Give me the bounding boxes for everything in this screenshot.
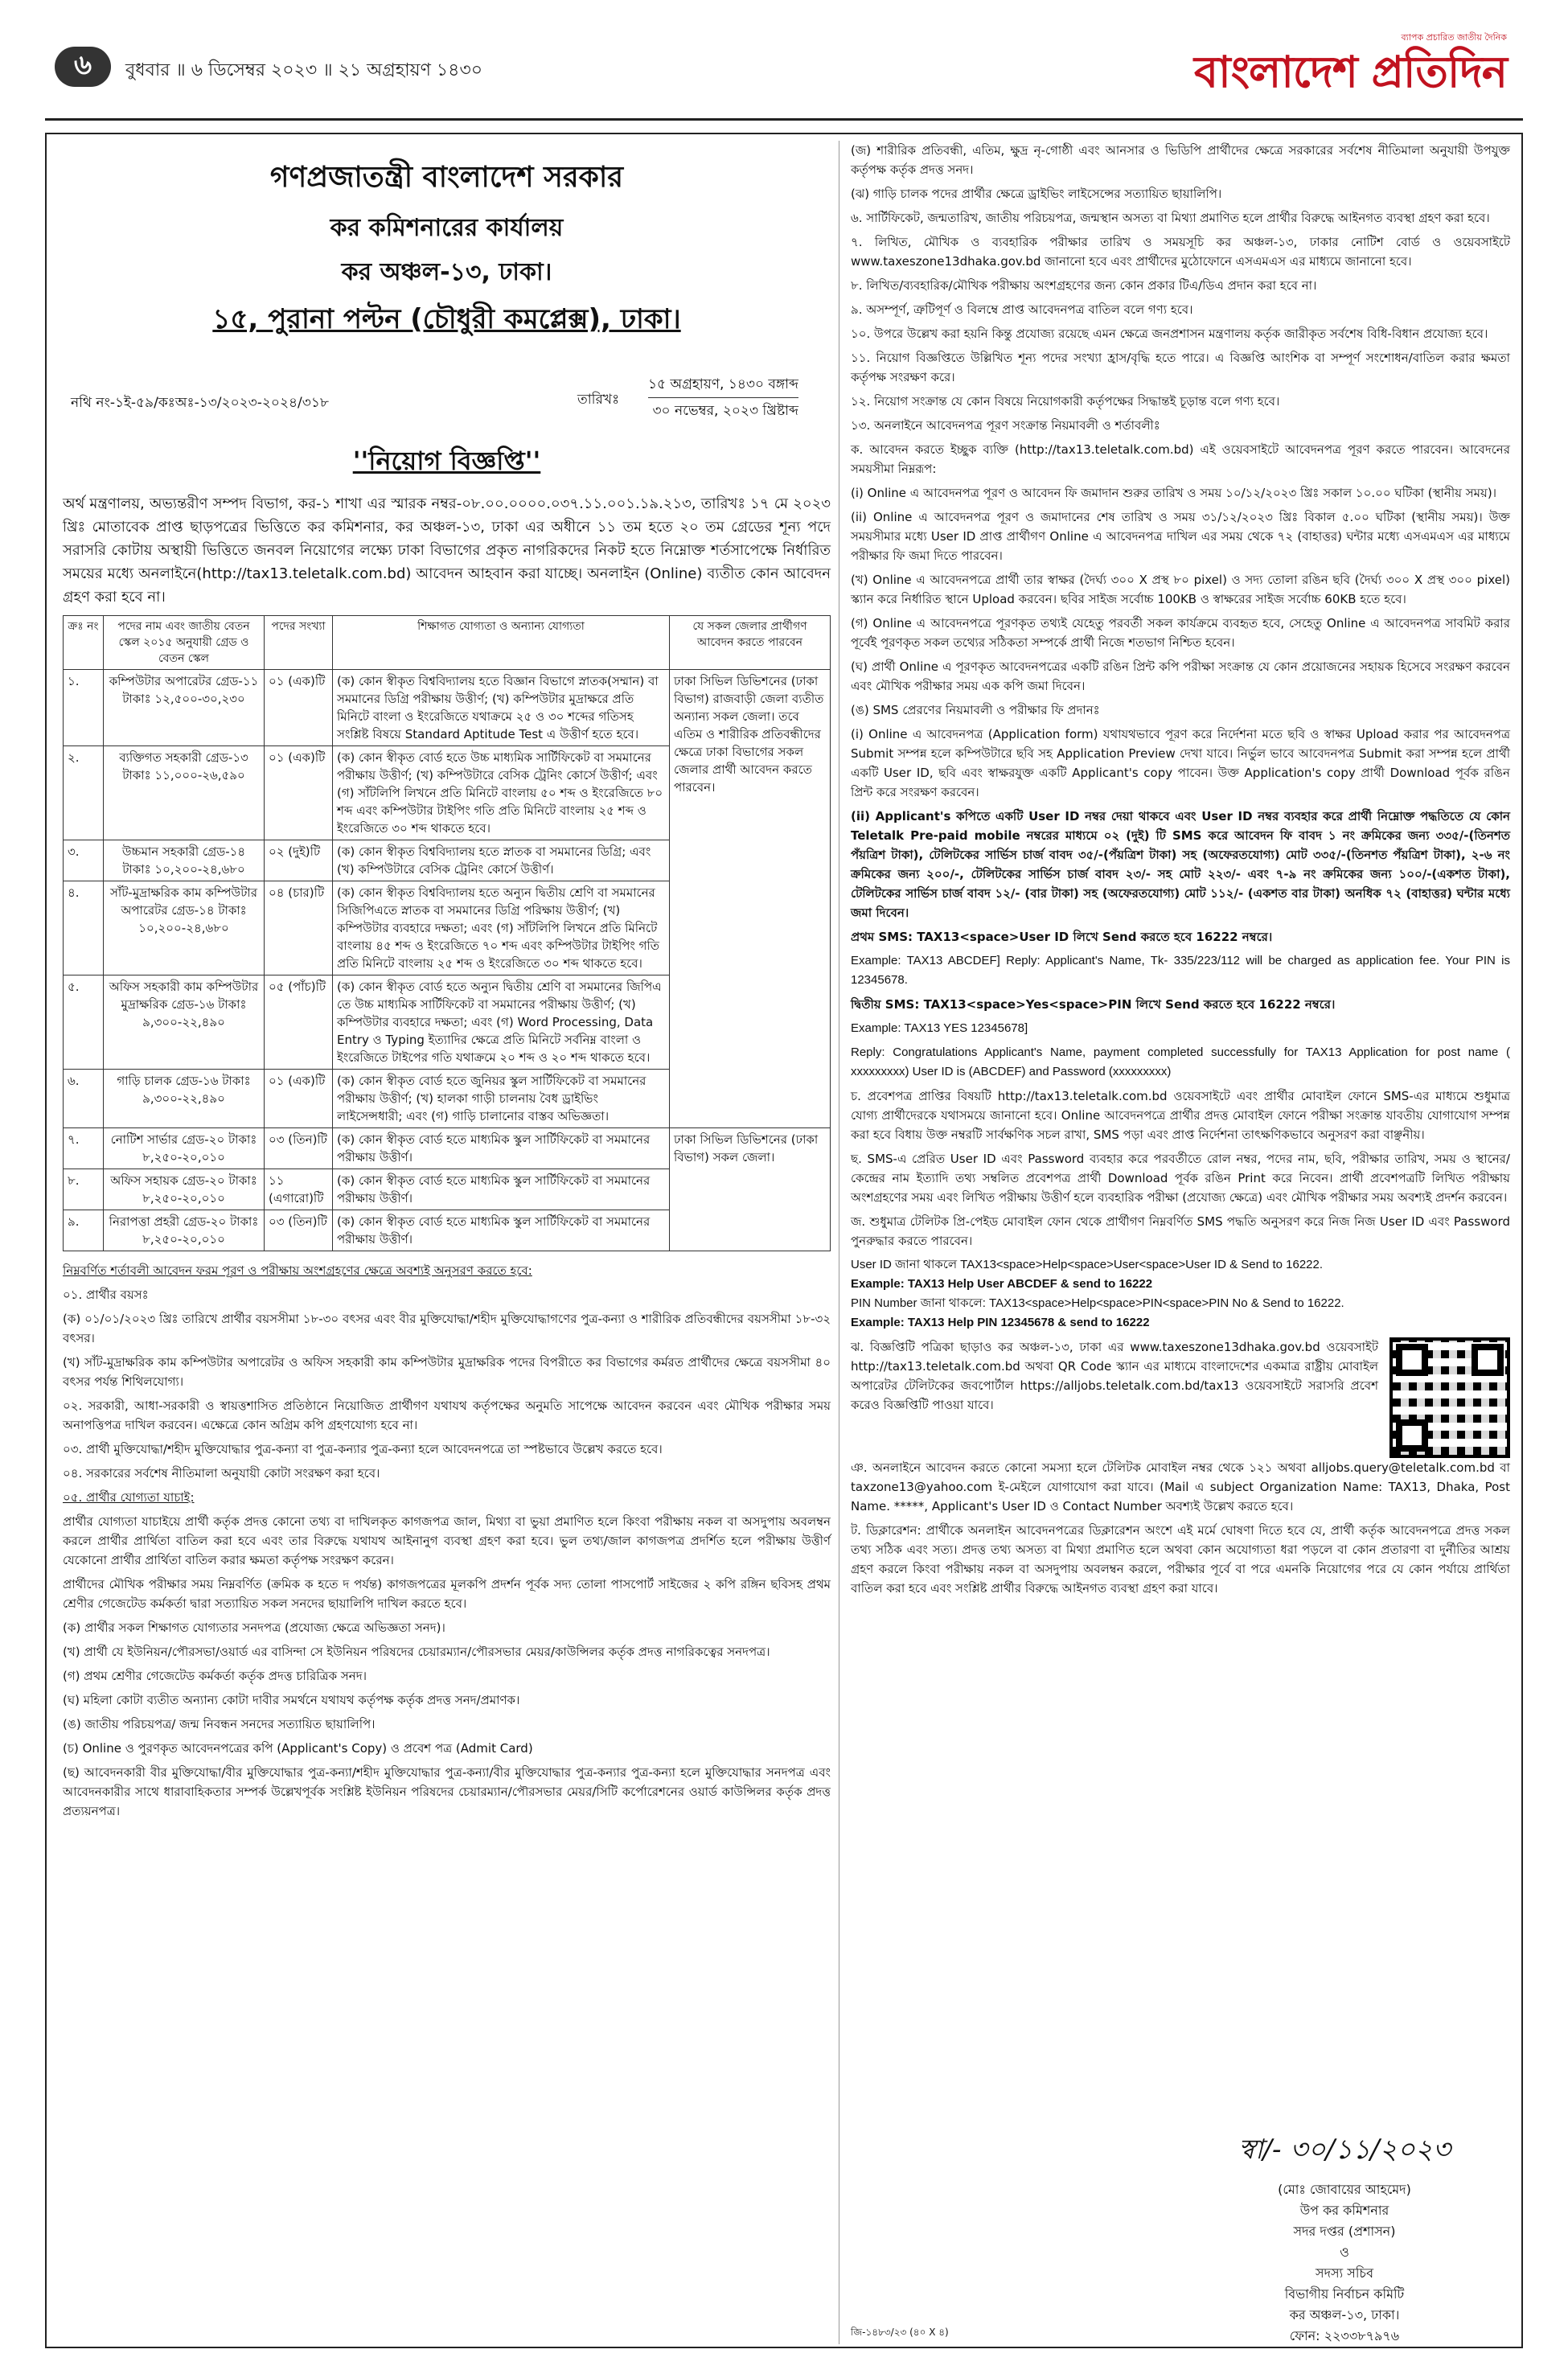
col-post: পদের নাম এবং জাতীয় বেতন স্কেল ২০১৫ অনুযায়ী গ্রেড ও বেতন স্কেল (104, 616, 265, 670)
condition-item: ১৩. অনলাইনে আবেদনপত্র পূরণ সংক্রান্ত নিয়মাবলী ও শর্তাবলীঃ (851, 418, 1160, 433)
col-serial: ক্রঃ নং (64, 616, 104, 670)
signatory-name: (মোঃ জোবায়ের আহমেদ) (1278, 2182, 1411, 2197)
cell-count: ০১ (এক)টি (265, 1070, 333, 1128)
condition-item: ০৩. প্রার্থী মুক্তিযোদ্ধা/শহীদ মুক্তিযোদ্ধার পুত্র-কন্যা বা পুত্র-কন্যার পুত্র-কন্যা হলে আবেদনপত্রে তা স্পষ্টভাবে উল্লেখ করতে হবে। (63, 1442, 663, 1456)
cell-serial: ৩. (64, 840, 104, 881)
recovery-line: Example: TAX13 Help User ABCDEF & send to 16222 (851, 1277, 1153, 1291)
recovery-line: User ID জানা থাকলে TAX13<space>Help<space>User<space>User ID & Send to 16222. (851, 1258, 1324, 1271)
condition-item: ৯. অসম্পূর্ণ, ত্রুটিপূর্ণ ও বিলম্বে প্রাপ্ত আবেদনপত্র বাতিল বলে গণ্য হবে। (851, 302, 1193, 317)
sms-example-1: Example: TAX13 ABCDEF] Reply: Applicant's Name, Tk- 335/223/112 will be charged as application fee. Your PIN is 12345678. (851, 954, 1510, 987)
conditions-heading: নিম্নবর্ণিত শর্তাবলী আবেদন ফরম পূরণ ও পরীক্ষায় অংশগ্রহণের ক্ষেত্রে অবশ্যই অনুসরণ করতে হবে: (63, 1263, 532, 1278)
cell-count: ০৪ (চার)টি (265, 881, 333, 975)
cell-count: ০৫ (পাঁচ)টি (265, 975, 333, 1070)
cell-post: নিরাপত্তা প্রহরী গ্রেড-২০ টাকাঃ ৮,২৫০-২০,০১০ (104, 1210, 265, 1251)
cell-qualification: (ক) কোন স্বীকৃত বোর্ড হতে মাধ্যমিক স্কুল সার্টিফিকেট বা সমমানের পরীক্ষায় উত্তীর্ণ। (333, 1128, 670, 1169)
cell-qualification: (ক) কোন স্বীকৃত বোর্ড হতে মাধ্যমিক স্কুল সার্টিফিকেট বা সমমানের পরীক্ষায় উত্তীর্ণ। (333, 1210, 670, 1251)
qr-text: ঝ. বিজ্ঞপ্তিটি পত্রিকা ছাড়াও কর অঞ্চল-১৩, ঢাকা এর www.taxeszone13dhaka.gov.bd ওয়েবসাইট http://tax13.teletalk.com.bd অথবা QR Code স্ক্যান এর মাধ্যমে বাংলাদেশের একমাত্র রাষ্ট্রীয় মোবাইল অপারেটর টেলিটকের জবপোর্টাল https://alljobs.teletalk.com.bd/tax13 ওয়েবসাইটে সরাসরি প্রবেশ করেও বিজ্ঞপ্তিটি পাওয়া যাবে। (851, 1340, 1378, 1412)
table-row (64, 1128, 831, 1169)
issue-date: বুধবার ॥ ৬ ডিসেম্বর ২০২৩ ॥ ২১ অগ্রহায়ণ ১৪৩০ (125, 60, 483, 80)
condition-item: (খ) Online এ আবেদনপত্রে প্রার্থী তার স্বাক্ষর (দৈর্ঘ্য ৩০০ X প্রস্থ ৮০ pixel) ও সদ্য তোলা রঙিন ছবি (দৈর্ঘ্য ৩০০ X প্রস্থ ৩০০ pixel) স্ক্যান করে নির্ধারিত স্থানে Upload করবেন। ছবির সাইজ সর্বোচ্চ 100KB ও স্বাক্ষরের সাইজ সর্বোচ্চ 60KB হতে হবে। (851, 573, 1510, 606)
table-row (64, 670, 831, 746)
condition-item: ৮. লিখিত/ব্যবহারিক/মৌখিক পরীক্ষায় অংশগ্রহণের জন্য কোন প্রকার টিএ/ডিএ প্রদান করা হবে না। (851, 278, 1317, 293)
condition-item: ০২. সরকারী, আধা-সরকারী ও স্বায়ত্তশাসিত প্রতিষ্ঠানে নিয়োজিত প্রার্থীগণ যথাযথ কর্তৃপক্ষের অনুমতি সাপেক্ষে আবেদন করবেন এবং মৌখিক পরীক্ষার সময় অনাপত্তিপত্র দাখিল করবেন। এক্ষেত্রে কোন অগ্রিম কপি গ্রহণযোগ্য হবে না। (63, 1399, 831, 1432)
cell-count: ০১ (এক)টি (265, 746, 333, 840)
condition-item: ০৫. প্রার্থীর যোগ্যতা যাচাই: (63, 1490, 195, 1505)
cell-serial: ৬. (64, 1070, 104, 1128)
cell-serial: ৭. (64, 1128, 104, 1169)
condition-item: ট. ডিক্লারেশন: প্রার্থীকে অনলাইন আবেদনপত্রের ডিক্লারেশন অংশে এই মর্মে ঘোষণা দিতে হবে যে, প্রার্থী কর্তৃক আবেদনপত্রে প্রদত্ত সকল তথ্য সঠিক এবং সত্য। প্রদত্ত তথ্য অসত্য বা মিথ্যা প্রমাণিত হলে অথবা কোন অযোগ্যতা ধরা পড়লে বা কোন প্রতারণা বা দুর্নীতির আশ্রয় গ্রহণ করলে কিংবা পরীক্ষায় নকল বা অসদুপায় অবলম্বন করলে, পরীক্ষার পূর্বে বা পরে এমনকি নিয়োগের পরে যে কোন পর্যায়ে প্রার্থিতা বাতিল করা হবে এবং সংশ্লিষ্ট প্রার্থীর বিরুদ্ধে আইনগত ব্যবস্থা গ্রহণ করা যাবে। (851, 1523, 1510, 1596)
cell-serial: ৪. (64, 881, 104, 975)
cell-district: ঢাকা সিভিল ডিভিশনের (ঢাকা বিভাগ) রাজবাড়ী জেলা ব্যতীত অন্যান্য সকল জেলা। তবে এতিম ও শারীরিক প্রতিবন্ধীদের ক্ষেত্রে ঢাকা বিভাগের সকল জেলার প্রার্থী আবেদন করতে পারবেন। (670, 670, 831, 1128)
vacancy-table (63, 615, 831, 1251)
signatory-title: বিভাগীয় নির্বাচন কমিটি (1284, 2286, 1405, 2302)
date-block (648, 372, 798, 424)
cell-count: ১১ (এগারো)টি (265, 1169, 333, 1210)
condition-item: (গ) Online এ আবেদনপত্রে পূরণকৃত তথ্যই যেহেতু পরবর্তী সকল কার্যক্রমে ব্যবহৃত হবে, সেহেতু Online এ আবেদনপত্র সাবমিট করার পূর্বেই পূরণকৃত সকল তথ্যের সঠিকতা সম্পর্কে প্রার্থী নিজে শতভাগ নিশ্চিত হবেন। (851, 616, 1510, 650)
cell-post: অফিস সহকারী কাম কম্পিউটার মুদ্রাক্ষরিক গ্রেড-১৬ টাকাঃ ৯,৩০০-২২,৪৯০ (104, 975, 265, 1070)
sms-reply: Reply: Congratulations Applicant's Name, payment completed successfully for TAX13 Application for post name ( xxxxxxxxx) User ID is (ABCDEF) and Password (xxxxxxxxx) (851, 1045, 1510, 1078)
reference-row (63, 372, 831, 429)
cell-post: উচ্চমান সহকারী গ্রেড-১৪ টাকাঃ ১০,২০০-২৪,৬৮০ (104, 840, 265, 881)
masthead-logo: বাংলাদেশ প্রতিদিন (1194, 47, 1507, 97)
date-english: ৩০ নভেম্বর, ২০২৩ খ্রিষ্টাব্দ (652, 403, 798, 419)
signatory-phone: ফোন: ২২৩৩৮৭৯৭৬ (1289, 2328, 1400, 2343)
signature: স্বা/- ৩০/১১/২০২৩ (1238, 2134, 1451, 2166)
qr-block (851, 1337, 1510, 1458)
cell-post: গাড়ি চালক গ্রেড-১৬ টাকাঃ ৯,৩০০-২২,৪৯০ (104, 1070, 265, 1128)
sms-example-2: Example: TAX13 YES 12345678] (851, 1021, 1028, 1035)
cell-post: অফিস সহায়ক গ্রেড-২০ টাকাঃ ৮,২৫০-২০,০১০ (104, 1169, 265, 1210)
sms-second: দ্বিতীয় SMS: TAX13<space>Yes<space>PIN লিখে Send করতে হবে 16222 নম্বরে। (851, 997, 1336, 1012)
qr-code-icon[interactable] (1389, 1337, 1510, 1458)
signatory-title: কর অঞ্চল-১৩, ঢাকা। (1289, 2307, 1400, 2323)
condition-item: (i) Online এ আবেদনপত্র (Application form) যথাযথভাবে পূরণ করে নির্দেশনা মতে ছবি ও স্বাক্ষর Upload করার পর আবেদনপত্র Submit সম্পন্ন হলে কম্পিউটারে ছবি সহ Application Preview দেখা যাবে। নির্ভুল ভাবে আবেদনপত্র Submit করা সম্পন্ন হলে প্রার্থী একটি User ID, ছবি এবং স্বাক্ষরযুক্ত একটি Applicant's copy পাবেন। উক্ত Application's copy প্রার্থী Download পূর্বক রঙিন প্রিন্ট করে সংরক্ষণ করবেন। (851, 727, 1510, 799)
recovery-line: Example: TAX13 Help PIN 12345678 & send to 16222 (851, 1316, 1150, 1329)
condition-item: (ক) প্রার্থীর সকল শিক্ষাগত যোগ্যতার সনদপত্র (প্রযোজ্য ক্ষেত্রে অভিজ্ঞতা সনদ)। (63, 1620, 445, 1635)
condition-item: (খ) সাঁট-মুদ্রাক্ষরিক কাম কম্পিউটার অপারেটর ও অফিস সহকারী কাম কম্পিউটার মুদ্রাক্ষরিক পদের বিপরীতে কর বিভাগের কর্মরত প্রার্থীদের ক্ষেত্রে বয়সসীমা ৪০ বৎসর পর্যন্ত শিথিলযোগ্য। (63, 1355, 831, 1389)
condition-item: (ছ) আবেদনকারী বীর মুক্তিযোদ্ধা/বীর মুক্তিযোদ্ধার পুত্র-কন্যা/শহীদ মুক্তিযোদ্ধার পুত্র-কন্যা/বীর মুক্তিযোদ্ধার পুত্র-কন্যার পুত্র-কন্যা হলে মুক্তিযোদ্ধার সনদপত্র এবং আবেদনকারীর সাথে ধারাবাহিকতার সম্পর্ক উল্লেখপূর্বক সংশ্লিষ্ট ইউনিয়ন পরিষদের চেয়ারম্যান/পৌরসভার মেয়র/সিটি কর্পোরেশনের ওয়ার্ড কাউন্সিলর কর্তৃক প্রদত্ত প্রত্যয়নপত্র। (63, 1765, 831, 1818)
table-header-row (64, 616, 831, 670)
govt-title: গণপ্রজাতন্ত্রী বাংলাদেশ সরকার (269, 161, 624, 194)
cell-serial: ৯. (64, 1210, 104, 1251)
condition-item: (i) Online এ আবেদনপত্র পূরণ ও আবেদন ফি জমাদান শুরুর তারিখ ও সময় ১০/১২/২০২৩ খ্রিঃ সকাল ১০.০০ ঘটিকা (স্থানীয় সময়)। (851, 486, 1497, 500)
condition-item: ৭. লিখিত, মৌখিক ও ব্যবহারিক পরীক্ষার তারিখ ও সময়সূচি কর অঞ্চল-১৩, ঢাকার নোটিশ বোর্ড ও ওয়েবসাইটে www.taxeszone13dhaka.gov.bd জানানো হবে এবং প্রার্থীদের মুঠোফোনে এসএমএস এর মাধ্যমে জানানো হবে। (851, 235, 1510, 269)
right-column (851, 141, 1510, 1603)
signatory-title: ও (1340, 2245, 1349, 2260)
zone-title: কর অঞ্চল-১৩, ঢাকা। (341, 258, 552, 286)
recruitment-advertisement (45, 133, 1523, 2348)
cell-district: ঢাকা সিভিল ডিভিশনের (ঢাকা বিভাগ) সকল জেলা। (670, 1128, 831, 1251)
condition-item: (ii) Applicant's কপিতে একটি User ID নম্বর দেয়া থাকবে এবং User ID নম্বর ব্যবহার করে প্রার্থী নিম্নোক্ত পদ্ধতিতে যে কোন Teletalk Pre-paid mobile নম্বরের মাধ্যমে ০২ (দুই) টি SMS করে আবেদন ফি বাবদ ১ নং ক্রমিকের জন্য ৩৩৫/-(তিনশত পঁয়ত্রিশ টাকা), টেলিটকের সার্ভিস চার্জ বাবদ ৩৫/-(পঁয়ত্রিশ টাকা) সহ (অফেরতযোগ্য) মোট ৩৩৫/-(তিনশত পঁয়ত্রিশ টাকা), ২-৬ নং ক্রমিকের জন্য ২০০/-, টেলিটকের সার্ভিস চার্জ বাবদ ২৩/- সহ মোট ২২৩/- এবং ৭-৯ নং ক্রমিকের জন্য ১০০/-(একশত টাকা), টেলিটকের সার্ভিস চার্জ বাবদ ১২/- (বার টাকা) সহ (অফেরতযোগ্য) মোট ১১২/- (একশত বার টাকা) অনধিক ৭২ (বাহাত্তর) ঘন্টার মধ্যে জমা দিবেন। (851, 809, 1510, 920)
office-address: ১৫, পুরানা পল্টন (চৌধুরী কমপ্লেক্স), ঢাকা। (212, 303, 681, 335)
condition-item: (ঙ) SMS প্রেরণের নিয়মাবলী ও পরীক্ষার ফি প্রদানঃ (851, 703, 1100, 717)
cell-serial: ২. (64, 746, 104, 840)
condition-item: ১২. নিয়োগ সংক্রান্ত যে কোন বিষয়ে নিয়োগকারী কর্তৃপক্ষের সিদ্ধান্তই চূড়ান্ত বলে গণ্য হবে। (851, 394, 1280, 409)
left-column (63, 141, 831, 1826)
cell-qualification: (ক) কোন স্বীকৃত বোর্ড হতে জুনিয়র স্কুল সার্টিফিকেট বা সমমানের পরীক্ষায় উত্তীর্ণ; (খ) হালকা গাড়ী চালনায় বৈধ ড্রাইভিং লাইসেন্সধারী; এবং (গ) গাড়ি চালানোর বাস্তব অভিজ্ঞতা। (333, 1070, 670, 1128)
cell-qualification: (ক) কোন স্বীকৃত বিশ্ববিদ্যালয় হতে অন্যুন দ্বিতীয় শ্রেণি বা সমমানের সিজিপিএতে স্নাতক বা সমমানের ডিগ্রি পরিক্ষায় উত্তীর্ণ; (খ) কম্পিউটার ব্যবহারে দক্ষতা; এবং (গ) সাঁটলিপি লিখনে প্রতি মিনিটে বাংলায় ৪৫ শব্দ ও ইংরেজিতে ৭০ শব্দ এবং কম্পিউটার টাইপিং গতি প্রতি মিনিটে বাংলায় ২৫ শব্দ ও ইংরেজিতে ৩০ শব্দ থাকতে হবে। (333, 881, 670, 975)
condition-item: ১০. উপরে উল্লেখ করা হয়নি কিন্তু প্রযোজ্য রয়েছে এমন ক্ষেত্রে জনপ্রশাসন মন্ত্রণালয় কর্তৃক জারীকৃত সর্বশেষ বিধি-বিধান প্রযোজ্য হবে। (851, 327, 1488, 341)
cell-count: ০১ (এক)টি (265, 670, 333, 746)
condition-item: ৬. সার্টিফিকেট, জন্মতারিখ, জাতীয় পরিচয়পত্র, জন্মস্থান অসত্য বা মিথ্যা প্রমাণিত হলে প্রার্থীর বিরুদ্ধে আইনগত ব্যবস্থা গ্রহণ করা হবে। (851, 211, 1490, 225)
cell-post: নোটিশ সার্ভার গ্রেড-২০ টাকাঃ ৮,২৫০-২০,০১০ (104, 1128, 265, 1169)
notice-title: ''নিয়োগ বিজ্ঞপ্তি'' (352, 446, 541, 476)
date-label: তারিখঃ (577, 392, 620, 408)
cell-post: ব্যক্তিগত সহকারী গ্রেড-১৩ টাকাঃ ১১,০০০-২৬,৫৯০ (104, 746, 265, 840)
cell-qualification: (ক) কোন স্বীকৃত বোর্ড হতে মাধ্যমিক স্কুল সার্টিফিকেট বা সমমানের পরীক্ষায় উত্তীর্ণ। (333, 1169, 670, 1210)
cell-post: সাঁট-মুদ্রাক্ষরিক কাম কম্পিউটার অপারেটর গ্রেড-১৪ টাকাঃ ১০,২০০-২৪,৬৮০ (104, 881, 265, 975)
footer-code: জি-১৪৮৩/২৩ (৪০ X ৪) (851, 2327, 949, 2338)
sms-first: প্রথম SMS: TAX13<space>User ID লিখে Send করতে হবে 16222 নম্বরে। (851, 930, 1273, 944)
cell-qualification: (ক) কোন স্বীকৃত বোর্ড হতে অন্যুন দ্বিতীয় শ্রেণি বা সমমানের জিপিএ তে উচ্চ মাধ্যমিক সার্টিফিকেট বা সমমানের পরীক্ষায় উত্তীর্ণ; (খ) কম্পিউটার ব্যবহারে দক্ষতা; এবং (গ) Word Processing, Data Entry ও Typing ইত্যাদির ক্ষেত্রে প্রতি মিনিটে সর্বনিম্ন বাংলা ও ইংরেজিতে টাইপের গতি যথাক্রমে ২০ শব্দ ও ২০ শব্দ থাকতে হবে। (333, 975, 670, 1070)
page-number: ৬ (55, 47, 111, 87)
newspaper-header (45, 24, 1523, 121)
condition-item: চ. প্রবেশপত্র প্রাপ্তির বিষয়টি http://tax13.teletalk.com.bd ওয়েবসাইটে এবং প্রার্থীর মোবাইল ফোনে SMS-এর মাধ্যমে শুধুমাত্র যোগ্য প্রার্থীদেরকে যথাসময়ে জানানো হবে। Online আবেদনপত্রে প্রার্থীর প্রদত্ত মোবাইল ফোনে পরীক্ষা সংক্রান্ত যাবতীয় যোগাযোগ সম্পন্ন করা হবে বিধায় উক্ত নম্বরটি সার্বক্ষণিক সচল রাখা, SMS পড়া এবং প্রাপ্ত নির্দেশনা তাৎক্ষণিকভাবে অনুসরণ করা বাঞ্ছনীয়। (851, 1089, 1510, 1142)
intro-paragraph: অর্থ মন্ত্রণালয়, অভ্যন্তরীণ সম্পদ বিভাগ, কর-১ শাখা এর স্মারক নম্বর-০৮.০০.০০০০.০৩৭.১১.০০১.১৯.২১৩, তারিখঃ ১৭ মে ২০২৩ খ্রিঃ মোতাবেক প্রাপ্ত ছাড়পত্রের ভিত্তিতে কর কমিশনার, কর অঞ্চল-১৩, ঢাকা এর অধীনে ১১ তম হতে ২০ তম গ্রেডের শূন্য পদে সরাসরি কোটায় অস্থায়ী ভিত্তিতে জনবল নিয়োগের লক্ষ্যে ঢাকা বিভাগের প্রকৃত নাগরিকদের নিকট হতে নিম্নোক্ত শর্তসাপেক্ষে নির্ধারিত সময়ের মধ্যে অনলাইনে(http://tax13.teletalk.com.bd) আবেদন আহবান করা যাচ্ছে। অনলাইন (Online) ব্যতীত কোন আবেদন গ্রহণ করা হবে না। (63, 495, 831, 606)
signatory-title: সদস্য সচিব (1316, 2265, 1373, 2281)
condition-item: (খ) প্রার্থী যে ইউনিয়ন/পৌরসভা/ওয়ার্ড এর বাসিন্দা সে ইউনিয়ন পরিষদের চেয়ারম্যান/পৌরসভার মেয়র/কাউন্সিলর কর্তৃক প্রদত্ত নাগরিকত্বের সনদপত্র। (63, 1645, 770, 1659)
office-title: কর কমিশনারের কার্যালয় (330, 214, 564, 242)
cell-serial: ৮. (64, 1169, 104, 1210)
condition-item: (চ) Online ও পুরণকৃত আবেদনপত্রের কপি (Applicant's Copy) ও প্রবেশ পত্র (Admit Card) (63, 1741, 533, 1756)
conditions-list (63, 1285, 831, 1821)
condition-item: জ. শুধুমাত্র টেলিটক প্রি-পেইড মোবাইল ফোন থেকে প্রার্থীগণ নিম্নবর্ণিত SMS পদ্ধতি অনুসরণ করে নিজ নিজ User ID এবং Password পুনরুদ্ধার করতে পারবেন। (851, 1214, 1510, 1248)
signatory-title: সদর দপ্তর (প্রশাসন) (1293, 2224, 1396, 2239)
condition-item: ১১. নিয়োগ বিজ্ঞপ্তিতে উল্লিখিত শূন্য পদের সংখ্যা হ্রাস/বৃদ্ধি হতে পারে। এ বিজ্ঞপ্তি আংশিক বা সম্পূর্ণ সংশোধন/বাতিল করার ক্ষমতা কর্তৃপক্ষ সংরক্ষণ করে। (851, 351, 1510, 384)
condition-item: প্রার্থীদের মৌখিক পরীক্ষার সময় নিম্নবর্ণিত (ক্রমিক ক হতে দ পর্যন্ত) কাগজপত্রের মূলকপি প্রদর্শন পূর্বক সদ্য তোলা পাসপোর্ট সাইজের ২ কপি রঙ্গিন ছবিসহ প্রথম শ্রেণীর গেজেটেড কর্মকর্তা দ্বারা সত্যায়িত সকল সনদের ছায়ালিপি দাখিল করতে হবে। (63, 1577, 831, 1611)
recovery-line: PIN Number জানা থাকলে: TAX13<space>Help<space>PIN<space>PIN No & Send to 16222. (851, 1296, 1344, 1310)
cell-qualification: (ক) কোন স্বীকৃত বিশ্ববিদ্যালয় হতে বিজ্ঞান বিভাগে স্নাতক(সম্মান) বা সমমানের ডিগ্রি পরীক্ষায় উত্তীর্ণ; (খ) কম্পিউটার মুদ্রাক্ষরে প্রতি মিনিটে বাংলা ও ইংরেজিতে যথাক্রমে ২৫ ও ৩০ শব্দের গতিসহ সংশ্লিষ্ট বিষয়ে Standard Aptitude Test এ উত্তীর্ণ হতে হবে। (333, 670, 670, 746)
condition-item: (গ) প্রথম শ্রেণীর গেজেটেড কর্মকর্তা কর্তৃক প্রদত্ত চারিত্রিক সনদ। (63, 1669, 367, 1683)
col-qualification: শিক্ষাগত যোগ্যতা ও অন্যান্য যোগ্যতা (333, 616, 670, 670)
cell-count: ০৩ (তিন)টি (265, 1210, 333, 1251)
signatory-title: উপ কর কমিশনার (1299, 2203, 1389, 2218)
condition-item: (ঝ) গাড়ি চালক পদের প্রার্থীর ক্ষেত্রে ড্রাইভিং লাইসেন্সের সত্যায়িত ছায়ালিপি। (851, 187, 1222, 201)
condition-item: (ঘ) মহিলা কোটা ব্যতীত অন্যান্য কোটা দাবীর সমর্থনে যথাযথ কর্তৃপক্ষ কর্তৃক প্রদত্ত সনদ/প্রমাণক। (63, 1693, 520, 1707)
sms-instructions (851, 927, 1510, 1082)
condition-item: (ক) ০১/০১/২০২৩ খ্রিঃ তারিখে প্রার্থীর বয়সসীমা ১৮-৩০ বৎসর এবং বীর মুক্তিযোদ্ধা/শহীদ মুক্তিযোদ্ধাগণের পুত্র-কন্যা ও শারীরিক প্রতিবন্ধীদের বয়সসীমা ১৮-৩২ বৎসর। (63, 1312, 831, 1345)
condition-item: (ঙ) জাতীয় পরিচয়পত্র/ জন্ম নিবন্ধন সনদের সত্যায়িত ছায়ালিপি। (63, 1717, 376, 1731)
cell-count: ০২ (দুই)টি (265, 840, 333, 881)
masthead-tagline: ব্যাপক প্রচারিত জাতীয় দৈনিক (1401, 32, 1507, 43)
condition-item: (জ) শারীরিক প্রতিবন্ধী, এতিম, ক্ষুদ্র নৃ-গোষ্ঠী এবং আনসার ও ভিডিপি প্রার্থীদের ক্ষেত্রে সরকারের সর্বশেষ নীতিমালা অনুযায়ী উপযুক্ত কর্তৃপক্ষ কর্তৃক প্রদত্ত সনদ। (851, 143, 1510, 177)
condition-item: (ii) Online এ আবেদনপত্র পূরণ ও জমাদানের শেষ তারিখ ও সময় ৩১/১২/২০২৩ খ্রিঃ বিকাল ৫.০০ ঘটিকা (স্থানীয় সময়)। উক্ত সময়সীমার মধ্যে User ID প্রাপ্ত প্রার্থীগণ Online এ আবেদনপত্র দাখিল এর সময় থেকে ৭২ (বাহাত্তর) ঘন্টার মধ্যে এসএমএস এর মাধ্যমে পরীক্ষার ফি জমা দিতে পারবেন। (851, 510, 1510, 563)
memo-number: নথি নং-১ই-৫৯/কঃঅঃ-১৩/২০২৩-২০২৪/৩১৮ (71, 395, 329, 411)
signature-block (1200, 2129, 1489, 2347)
col-count: পদের সংখ্যা (265, 616, 333, 670)
condition-item: ছ. SMS-এ প্রেরিত User ID এবং Password ব্যবহার করে পরবর্তীতে রোল নম্বর, পদের নাম, ছবি, পরীক্ষার তারিখ, সময় ও স্থানের/কেন্দ্রের নাম ইত্যাদি তথ্য সম্বলিত প্রবেশপত্র প্রার্থী Download পূর্বক রঙিন Print করে নিবেন। প্রার্থী প্রবেশপত্রটি লিখিত পরীক্ষায় অংশগ্রহণের সময় এবং লিখিত পরীক্ষায় উত্তীর্ণ হলে ব্যবহারিক পরীক্ষা (প্রযোজ্য ক্ষেত্রে) এবং মৌখিক পরীক্ষার সময় অবশ্যই প্রদর্শন করবেন। (851, 1152, 1510, 1205)
cell-count: ০৩ (তিন)টি (265, 1128, 333, 1169)
condition-item: (ঘ) প্রার্থী Online এ পূরণকৃত আবেদনপত্রের একটি রঙিন প্রিন্ট কপি পরীক্ষা সংক্রান্ত যে কোন প্রয়োজনের সহায়ক হিসেবে সংরক্ষণ করবেন এবং মৌখিক পরীক্ষার সময় এক কপি জমা দিবেন। (851, 659, 1510, 693)
condition-item: ঞ. অনলাইনে আবেদন করতে কোনো সমস্যা হলে টেলিটক মোবাইল নম্বর থেকে ১২১ অথবা alljobs.query@teletalk.com.bd বা taxzone13@yahoo.com ই-মেইলে যোগাযোগ করা যাবে। (Mail এ subject Organization Name: TAX13, Dhaka, Post Name. *****, Applicant's User ID ও Contact Number অবশ্যই উল্লেখ করতে হবে। (851, 1460, 1510, 1514)
condition-item: ০১. প্রার্থীর বয়সঃ (63, 1288, 149, 1302)
condition-item: ০৪. সরকারের সর্বশেষ নীতিমালা অনুযায়ী কোটা সংরক্ষণ করা হবে। (63, 1466, 380, 1481)
condition-item: ক. আবেদন করতে ইচ্ছুক ব্যক্তি (http://tax13.teletalk.com.bd) এই ওয়েবসাইটে আবেদনপত্র পূরণ করতে পারবেন। আবেদনের সময়সীমা নিম্নরূপ: (851, 442, 1510, 476)
date-bangla: ১৫ অগ্রহায়ণ, ১৪৩০ বঙ্গাব্দ (648, 372, 798, 398)
condition-item: প্রার্থীর যোগ্যতা যাচাইয়ে প্রার্থী কর্তৃক প্রদত্ত কোনো তথ্য বা দাখিলকৃত কাগজপত্র জাল, মিথ্যা বা ভুয়া প্রমাণিত হলে কিংবা পরীক্ষায় নকল বা অসদুপায় অবলম্বন করলে প্রার্থীর প্রার্থিতা বাতিল করা হবে এবং তার বিরুদ্ধে যথাযথ আইনানুগ ব্যবস্থা গ্রহণ করা হবে। ভুল তথ্য/জাল কাগজপত্র প্রদর্শিত হলে পরীক্ষায় উত্তীর্ণ যেকোনো প্রার্থীর প্রার্থিতা বাতিল করার ক্ষমতা কর্তৃপক্ষ সংরক্ষণ করেন। (63, 1514, 831, 1567)
cell-serial: ৫. (64, 975, 104, 1070)
cell-qualification: (ক) কোন স্বীকৃত বোর্ড হতে উচ্চ মাধ্যমিক সার্টিফিকেট বা সমমানের পরীক্ষায় উত্তীর্ণ; (খ) কম্পিউটারে বেসিক ট্রেনিং কোর্সে উত্তীর্ণ; এবং (গ) সাঁটলিপি লিখনে প্রতি মিনিটে বাংলায় ৫০ শব্দ ও ইংরেজিতে ৮০ শব্দ এবং কম্পিউটার টাইপিং গতি প্রতি মিনিটে বাংলায় ২৫ শব্দ ও ইংরেজিতে ৩০ শব্দ থাকতে হবে। (333, 746, 670, 840)
cell-qualification: (ক) কোন স্বীকৃত বিশ্ববিদ্যালয় হতে স্নাতক বা সমমানের ডিগ্রি; এবং (খ) কম্পিউটারে বেসিক ট্রেনিং কোর্সে উত্তীর্ণ। (333, 840, 670, 881)
recovery-block (851, 1255, 1510, 1333)
cell-post: কম্পিউটার অপারেটর গ্রেড-১১ টাকাঃ ১২,৫০০-৩০,২৩০ (104, 670, 265, 746)
col-district: যে সকল জেলার প্রার্থীগণ আবেদন করতে পারবেন (670, 616, 831, 670)
cell-serial: ১. (64, 670, 104, 746)
